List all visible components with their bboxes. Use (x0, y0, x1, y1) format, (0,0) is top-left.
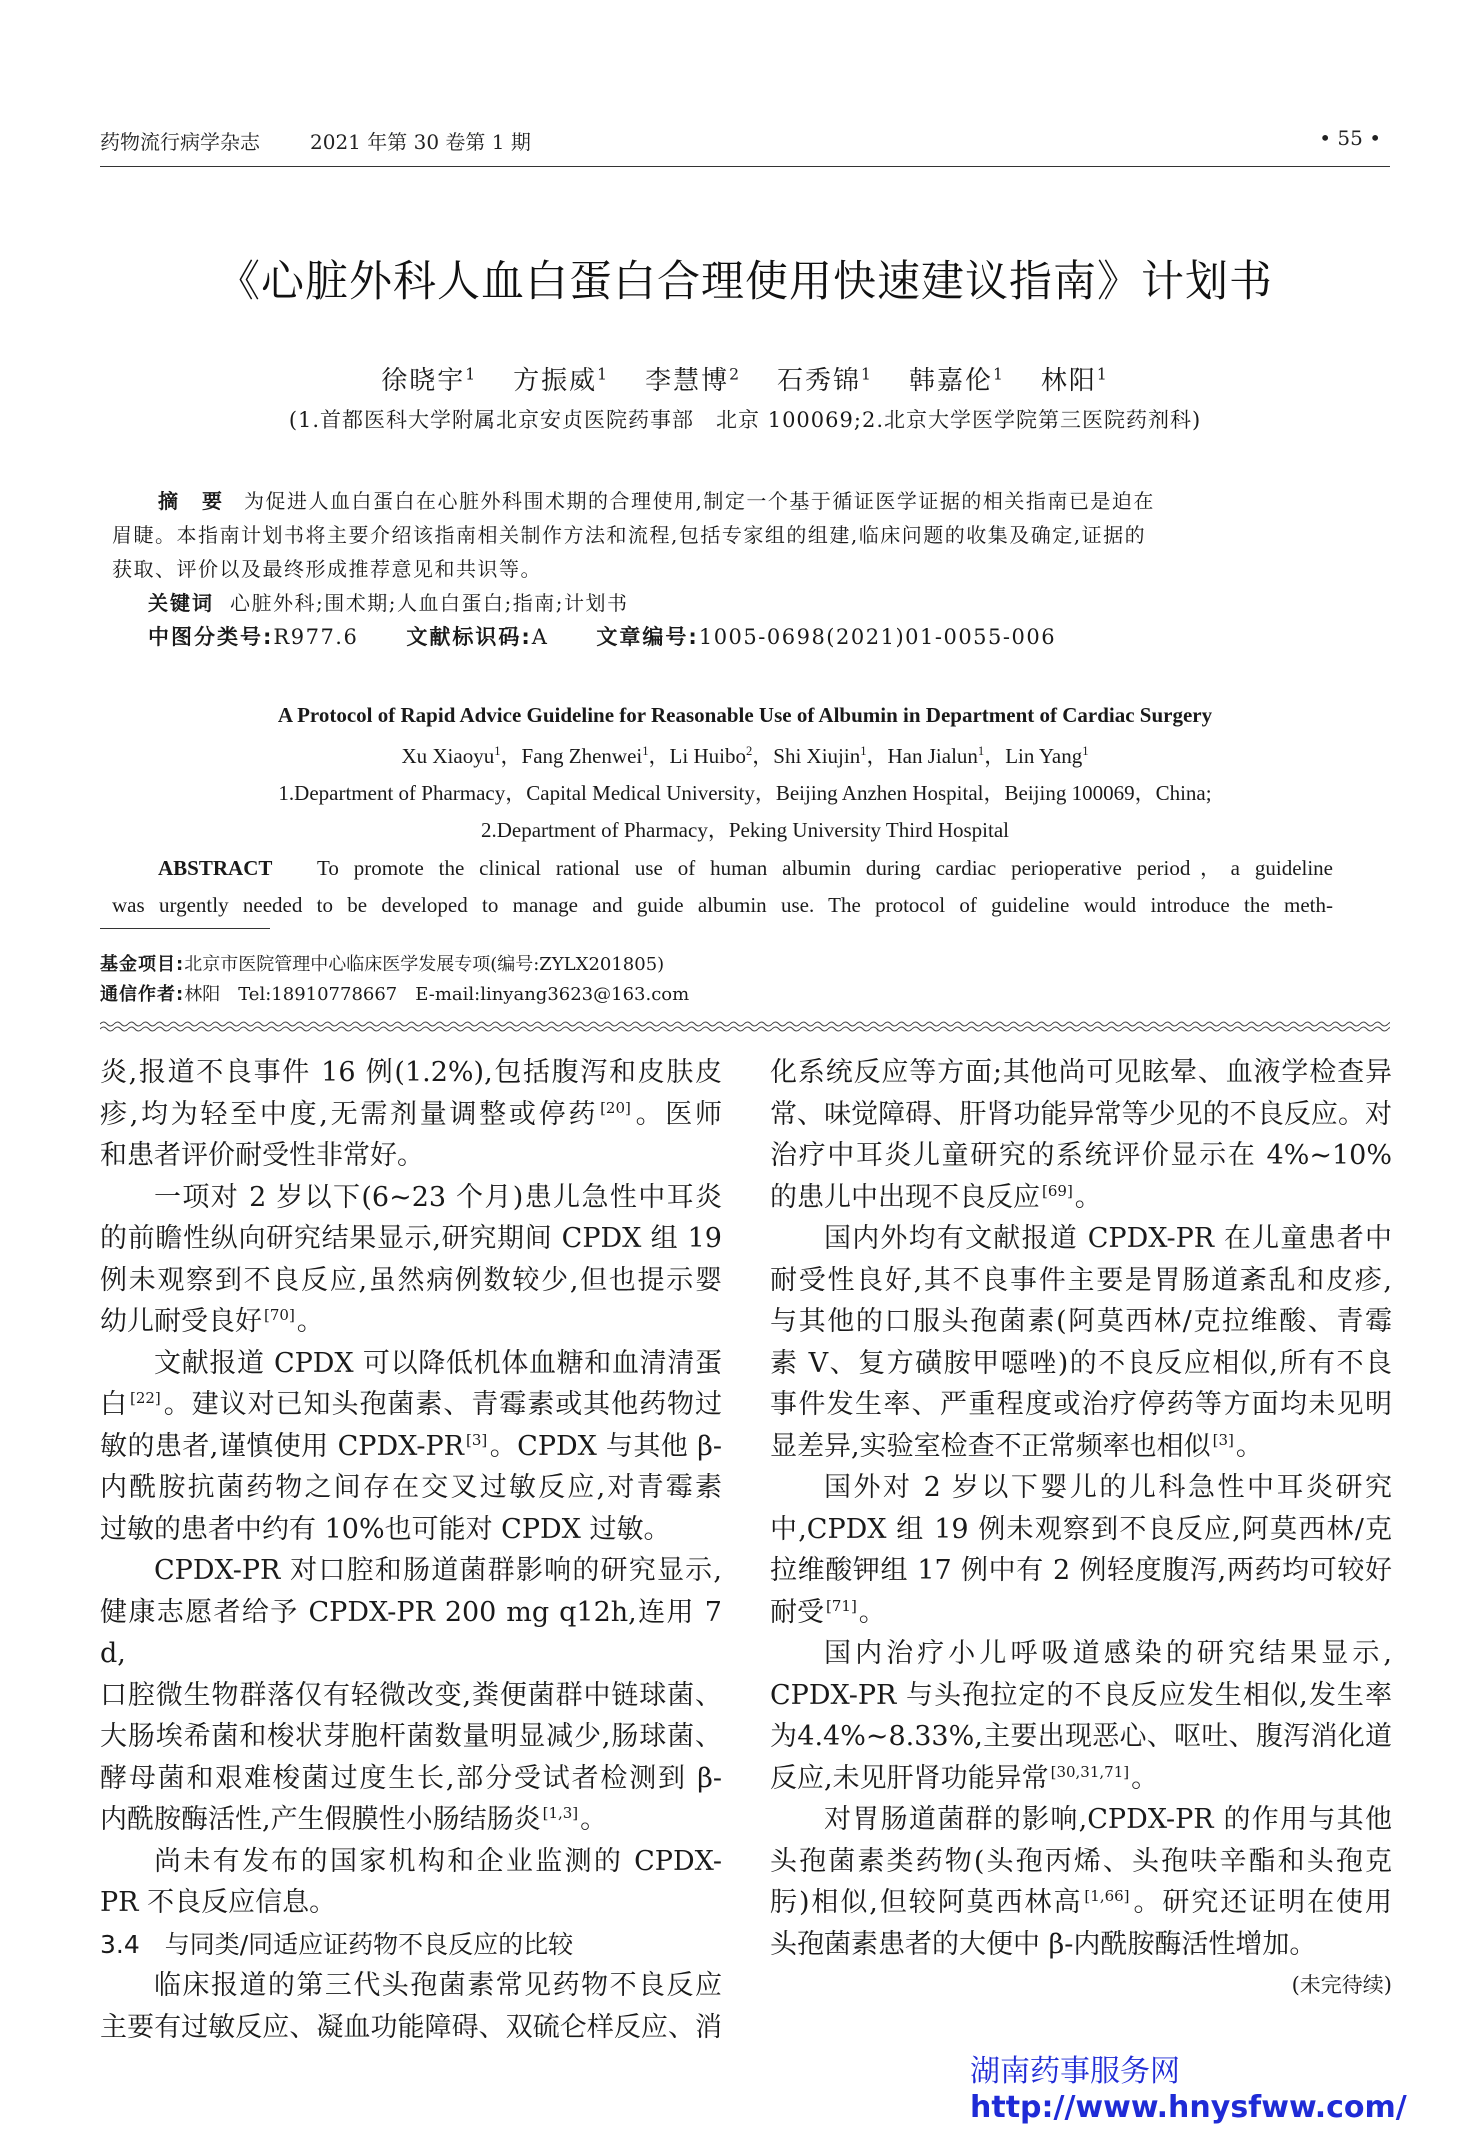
text-span: 内酰胺抗菌药物之间存在交叉过敏反应,对青霉素 (100, 1472, 722, 1503)
body-line (100, 1426, 722, 1468)
body-line (770, 1426, 1392, 1468)
body-line (100, 1467, 722, 1509)
body-line (770, 1924, 1392, 1966)
doc-code-label: 文献标识码: (406, 625, 532, 649)
english-author-affiliation-mark: 1 (860, 744, 867, 758)
text-span: 幼儿耐受良好 (100, 1306, 262, 1337)
watermark-site-name: 湖南药事服务网 (970, 2054, 1180, 2089)
abstract-text-2: 眉睫。本指南计划书将主要介绍该指南相关制作方法和流程,包括专家组的组建,临床问题的收集及确定,证据的 (112, 523, 1147, 547)
author-separator: ， (984, 744, 1006, 768)
english-abstract-line-1 (158, 850, 1333, 887)
body-line (100, 1716, 722, 1758)
text-span: 中,CPDX 组 19 例未观察到不良反应,阿莫西林/克 (770, 1513, 1392, 1545)
english-author-affiliation-mark: 1 (977, 744, 985, 758)
text-span: 口腔微生物群落仅有轻微改变,粪便菌群中链球菌、 (100, 1679, 722, 1711)
body-line (770, 1633, 1392, 1675)
citation-ref[interactable]: [22] (129, 1389, 161, 1407)
citation-ref[interactable]: [69] (1042, 1181, 1073, 1200)
text-span: 。 (580, 1804, 608, 1835)
abstract-line-1 (158, 484, 1333, 518)
author-name: 方振威 (513, 366, 598, 396)
english-author-list (100, 740, 1390, 770)
author-separator: ， (752, 744, 774, 768)
citation-ref[interactable]: [3] (1212, 1430, 1234, 1449)
body-line (100, 1799, 722, 1841)
body-line (100, 1965, 722, 2007)
body-line (770, 1550, 1392, 1592)
correspondence-label: 通信作者: (100, 984, 185, 1005)
english-author-name: Han Jialun (887, 744, 978, 768)
doc-code-value: A (531, 625, 549, 649)
english-author-affiliation-mark: 1 (1082, 744, 1089, 758)
author-affiliation-mark: 1 (1096, 365, 1109, 384)
body-line (770, 1467, 1392, 1509)
text-span: 。 (296, 1306, 324, 1337)
text-span: 国外对 2 岁以下婴儿的儿科急性中耳炎研究 (824, 1472, 1392, 1503)
english-author-affiliation-mark: 1 (494, 744, 501, 758)
text-span: PR 不良反应信息。 (100, 1887, 337, 1918)
section-heading (100, 1924, 722, 1966)
text-span: 显差异,实验室检查不正常频率也相似 (770, 1430, 1211, 1462)
text-span: 主要有过敏反应、凝血功能障碍、双硫仑样反应、消 (100, 2011, 722, 2043)
body-line (100, 1218, 722, 1260)
citation-ref[interactable]: [3] (466, 1430, 488, 1449)
body-line (770, 1384, 1392, 1426)
text-span: 尚未有发布的国家机构和企业监测的 CPDX- (154, 1845, 722, 1877)
page-number: • 55 • (1319, 126, 1381, 150)
abstract-label: 摘 要 (158, 489, 224, 513)
author-name: 林阳 (1040, 366, 1097, 396)
body-line (770, 1177, 1392, 1219)
body-line (100, 1758, 722, 1800)
body-line (100, 1841, 722, 1883)
english-affiliation-2: 2.Department of Pharmacy，Peking University Third Hospital (480, 818, 1009, 842)
text-span: 治疗中耳炎儿童研究的系统评价显示在 4%~10% (770, 1140, 1392, 1171)
text-span: 3.4 与同类/同适应证药物不良反应的比较 (100, 1929, 574, 1959)
body-line (770, 1716, 1392, 1758)
body-line (770, 1094, 1392, 1136)
text-span: 。 (1235, 1430, 1263, 1462)
text-span: 酵母菌和艰难梭菌过度生长,部分受试者检测到 β- (100, 1762, 722, 1794)
author-separator: ， (648, 744, 670, 768)
body-line (100, 1260, 722, 1302)
keywords-label: 关键词 (148, 591, 214, 615)
keywords-text: 心脏外科;围术期;人血白蛋白;指南;计划书 (230, 591, 629, 615)
text-span: 。建议对已知头孢菌素、青霉素或其他药物过 (162, 1389, 723, 1420)
author-name: 石秀锦 (777, 366, 862, 396)
citation-ref[interactable]: [70] (264, 1306, 295, 1324)
author-affiliation-mark: 1 (465, 365, 478, 384)
body-line (100, 1135, 722, 1177)
fund-label: 基金项目: (100, 954, 185, 975)
abstract-text-1: 为促进人血白蛋白在心脏外科围术期的合理使用,制定一个基于循证医学证据的相关指南已是迫在 (244, 489, 1155, 513)
citation-ref[interactable]: [1,3] (542, 1804, 579, 1822)
text-span: 素 V、复方磺胺甲噁唑)的不良反应相似,所有不良 (770, 1347, 1392, 1379)
text-span: 文献报道 CPDX 可以降低机体血糖和血清清蛋 (154, 1347, 722, 1379)
text-span: 疹,均为轻至中度,无需剂量调整或停药 (100, 1098, 599, 1130)
text-span: 耐受性良好,其不良事件主要是胃肠道紊乱和皮疹, (770, 1264, 1392, 1296)
citation-ref[interactable]: [71] (826, 1596, 857, 1615)
author (381, 366, 477, 396)
body-line (770, 1592, 1392, 1634)
footnote-rule (100, 928, 270, 929)
body-line (100, 1052, 722, 1094)
author (909, 366, 1005, 396)
body-line (100, 1550, 722, 1592)
citation-ref[interactable]: [20] (600, 1098, 631, 1117)
body-line (770, 1301, 1392, 1343)
text-span: (未完待续) (1291, 1973, 1392, 1997)
text-span: CPDX-PR 与头孢拉定的不良反应发生相似,发生率 (770, 1679, 1392, 1711)
body-line (100, 1384, 722, 1426)
author-name: 韩嘉伦 (908, 366, 993, 396)
text-span: 白 (100, 1389, 128, 1420)
body-line (770, 1882, 1392, 1924)
english-author-name: Li Huibo (669, 744, 746, 768)
citation-ref[interactable]: [1,66] (1084, 1887, 1130, 1905)
author (777, 366, 873, 396)
text-span: 炎,报道不良事件 16 例(1.2%),包括腹泻和皮肤皮 (100, 1057, 722, 1088)
author-separator: ， (500, 744, 522, 768)
text-span: 的前瞻性纵向研究结果显示,研究期间 CPDX 组 19 (100, 1223, 722, 1254)
body-left-column (100, 1052, 722, 2048)
text-span: 内酰胺酶活性,产生假膜性小肠结肠炎 (100, 1804, 541, 1835)
affiliation: (1.首都医科大学附属北京安贞医院药事部 北京 100069;2.北京大学医学院第三医院药剂科) (288, 408, 1202, 432)
author-list (100, 360, 1390, 397)
text-span: 化系统反应等方面;其他尚可见眩晕、血液学检查异 (770, 1057, 1392, 1088)
text-span: 的患儿中出现不良反应 (770, 1181, 1040, 1213)
body-line (770, 1675, 1392, 1717)
text-span: 大肠埃希菌和梭状芽胞杆菌数量明显减少,肠球菌、 (100, 1721, 722, 1752)
body-line (100, 1094, 722, 1136)
body-line (770, 1135, 1392, 1177)
text-span: 为4.4%~8.33%,主要出现恶心、呕吐、腹泻消化道 (770, 1721, 1392, 1752)
text-span: 国内外均有文献报道 CPDX-PR 在儿童患者中 (824, 1223, 1392, 1254)
body-line (100, 1509, 722, 1551)
text-span: 头孢菌素类药物(头孢丙烯、头孢呋辛酯和头孢克 (770, 1845, 1392, 1877)
text-span: 一项对 2 岁以下(6~23 个月)患儿急性中耳炎 (154, 1181, 722, 1213)
body-line (770, 1509, 1392, 1551)
text-span: 。 (858, 1596, 886, 1628)
abstract-block (112, 484, 1333, 654)
text-span: 。医师 (632, 1098, 723, 1130)
text-span: 敏的患者,谨慎使用 CPDX-PR (100, 1430, 465, 1462)
english-author-name: Xu Xiaoyu (401, 744, 495, 768)
article-number-value: 1005-0698(2021)01-0055-006 (698, 625, 1057, 649)
fund-text: 北京市医院管理中心临床医学发展专项(编号:ZYLX201805) (184, 954, 665, 975)
english-affiliation-1: 1.Department of Pharmacy，Capital Medical University，Beijing Anzhen Hospital，Beijing 100069，China; (278, 781, 1212, 805)
body-line (770, 1218, 1392, 1260)
text-span: 例未观察到不良反应,虽然病例数较少,但也提示婴 (100, 1264, 722, 1296)
text-span: 反应,未见肝肾功能异常 (770, 1762, 1049, 1794)
journal-name: 药物流行病学杂志 (100, 130, 260, 154)
body-line (770, 1841, 1392, 1883)
body-line (770, 1799, 1392, 1841)
text-span: CPDX-PR 对口腔和肠道菌群影响的研究显示, (154, 1555, 722, 1586)
text-span: 临床报道的第三代头孢菌素常见药物不良反应 (154, 1970, 722, 2001)
continued-note (770, 1965, 1392, 2007)
body-line (100, 1177, 722, 1219)
author-affiliation-mark: 2 (729, 365, 741, 384)
header-rule (100, 166, 1390, 167)
correspondence-text: 林阳 Tel:18910778667 E-mail:linyang3623@163.com (184, 984, 690, 1005)
body-line (770, 1052, 1392, 1094)
english-author-name: Shi Xiujin (773, 744, 861, 768)
author-affiliation-mark: 1 (597, 365, 610, 384)
english-abstract-label: ABSTRACT (158, 856, 273, 880)
body-line (100, 1301, 722, 1343)
wavy-separator (100, 1020, 1390, 1032)
author-name: 徐晓宇 (381, 366, 466, 396)
author-affiliation-mark: 1 (861, 365, 873, 384)
body-line (100, 1343, 722, 1385)
text-span: 。 (1131, 1762, 1159, 1794)
text-span: 。研究还证明在使用 (1131, 1887, 1393, 1918)
body-line (100, 1882, 722, 1924)
english-abstract-text-1: To promote the clinical rational use of human albumin during cardiac perioperative period，a guideline (317, 856, 1334, 880)
classification-line (148, 620, 1333, 654)
text-span: 过敏的患者中约有 10%也可能对 CPDX 过敏。 (100, 1513, 671, 1545)
text-span: 。 (1074, 1181, 1102, 1213)
author-affiliation-mark: 1 (992, 365, 1005, 384)
text-span: 头孢菌素患者的大便中 β-内酰胺酶活性增加。 (770, 1928, 1317, 1960)
author (513, 366, 609, 396)
text-span: 国内治疗小儿呼吸道感染的研究结果显示, (824, 1638, 1392, 1669)
body-line (100, 1592, 722, 1675)
body-line (100, 1675, 722, 1717)
text-span: 耐受 (770, 1596, 824, 1628)
english-author-name: Fang Zhenwei (521, 744, 643, 768)
fund-line (100, 950, 689, 980)
text-span: 和患者评价耐受性非常好。 (100, 1140, 424, 1171)
text-span: 肟)相似,但较阿莫西林高 (770, 1887, 1083, 1918)
text-span: 对胃肠道菌群的影响,CPDX-PR 的作用与其他 (824, 1804, 1392, 1835)
text-span: 拉维酸钾组 17 例中有 2 例轻度腹泻,两药均可较好 (770, 1555, 1392, 1586)
clc-value: R977.6 (273, 625, 359, 649)
article-title: 《心脏外科人血白蛋白合理使用快速建议指南》计划书 (217, 257, 1273, 307)
correspondence-line (100, 980, 689, 1010)
english-title: A Protocol of Rapid Advice Guideline for Reasonable Use of Albumin in Department of Cardiac Surgery (277, 703, 1213, 727)
body-line (770, 1260, 1392, 1302)
keywords-line (148, 586, 1333, 620)
abstract-text-3: 获取、评价以及最终形成推荐意见和共识等。 (112, 557, 542, 581)
clc-label: 中图分类号: (148, 625, 274, 649)
article-number-label: 文章编号: (596, 625, 699, 649)
body-line (770, 1343, 1392, 1385)
author (1041, 366, 1109, 396)
text-span: 事件发生率、严重程度或治疗停药等方面均未见明 (770, 1389, 1392, 1420)
author-name: 李慧博 (645, 366, 730, 396)
footnote (100, 950, 689, 1010)
body-right-column (770, 1052, 1392, 2007)
english-abstract (112, 850, 1334, 924)
text-span: 。CPDX 与其他 β- (489, 1430, 722, 1462)
english-author-affiliation-mark: 2 (745, 744, 753, 758)
body-line (100, 2007, 722, 2049)
citation-ref[interactable]: [30,31,71] (1050, 1762, 1130, 1781)
issue-info: 2021 年第 30 卷第 1 期 (310, 130, 531, 154)
author (645, 366, 741, 396)
text-span: 常、味觉障碍、肝肾功能异常等少见的不良反应。对 (770, 1098, 1392, 1130)
english-author-name: Lin Yang (1005, 744, 1083, 768)
text-span: 健康志愿者给予 CPDX-PR 200 mg q12h,连用 7 d, (100, 1596, 722, 1669)
english-author-affiliation-mark: 1 (642, 744, 649, 758)
author-separator: ， (866, 744, 888, 768)
body-line (770, 1758, 1392, 1800)
text-span: 与其他的口服头孢菌素(阿莫西林/克拉维酸、青霉 (770, 1306, 1392, 1337)
watermark-url[interactable]: http://www.hnysfww.com/ (970, 2090, 1407, 2125)
english-abstract-text-2: was urgently needed to be developed to manage and guide albumin use. The protocol of guideline would introduce the meth- (112, 893, 1333, 917)
